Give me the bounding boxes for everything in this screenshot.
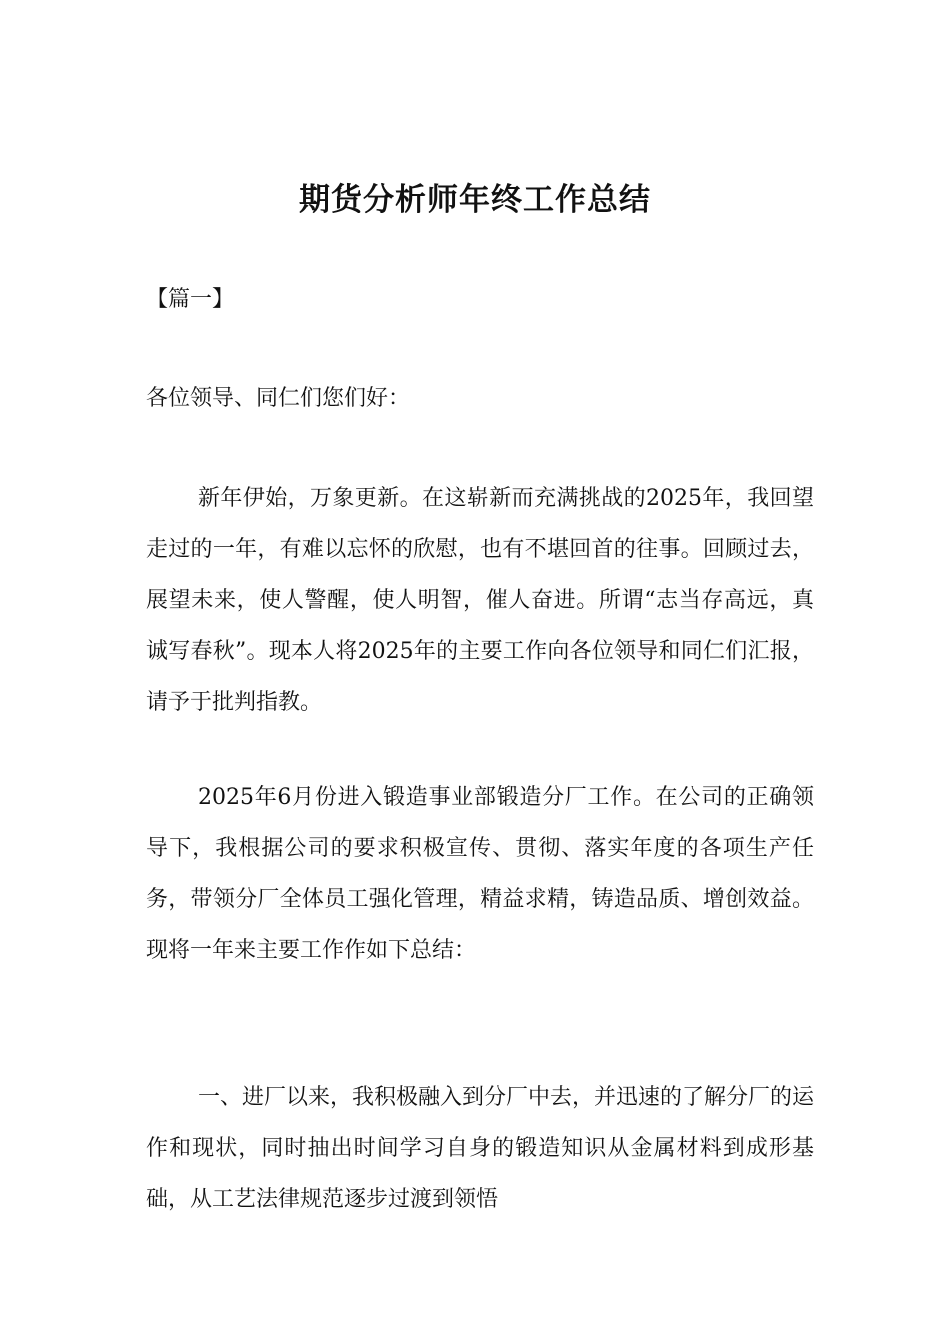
body-paragraph-1: 新年伊始，万象更新。在这崭新而充满挑战的2025年，我回望走过的一年，有难以忘怀的欣慰，也有不堪回首的往事。回顾过去，展望未来，使人警醒，使人明智，催人奋进。所谓“志当存高远，真诚写春秋”。现本人将2025年的主要工作向各位领导和同仁们汇报，请予于批判指教。 xyxy=(146,486,814,715)
section-label: 【篇一】 xyxy=(146,287,235,312)
body-paragraph-2: 2025年6月份进入锻造事业部锻造分厂工作。在公司的正确领导下，我根据公司的要求积极宣传、贯彻、落实年度的各项生产任务，带领分厂全体员工强化管理，精益求精，铸造品质、增创效益。现将一年来主要工作作如下总结： xyxy=(146,785,814,963)
body-paragraph-3: 一、进厂以来，我积极融入到分厂中去，并迅速的了解分厂的运作和现状，同时抽出时间学习自身的锻造知识从金属材料到成形基础，从工艺法律规范逐步过渡到领悟 xyxy=(146,1085,815,1212)
document-title: 期货分析师年终工作总结 xyxy=(299,182,651,218)
salutation: 各位领导、同仁们您们好： xyxy=(146,386,411,411)
